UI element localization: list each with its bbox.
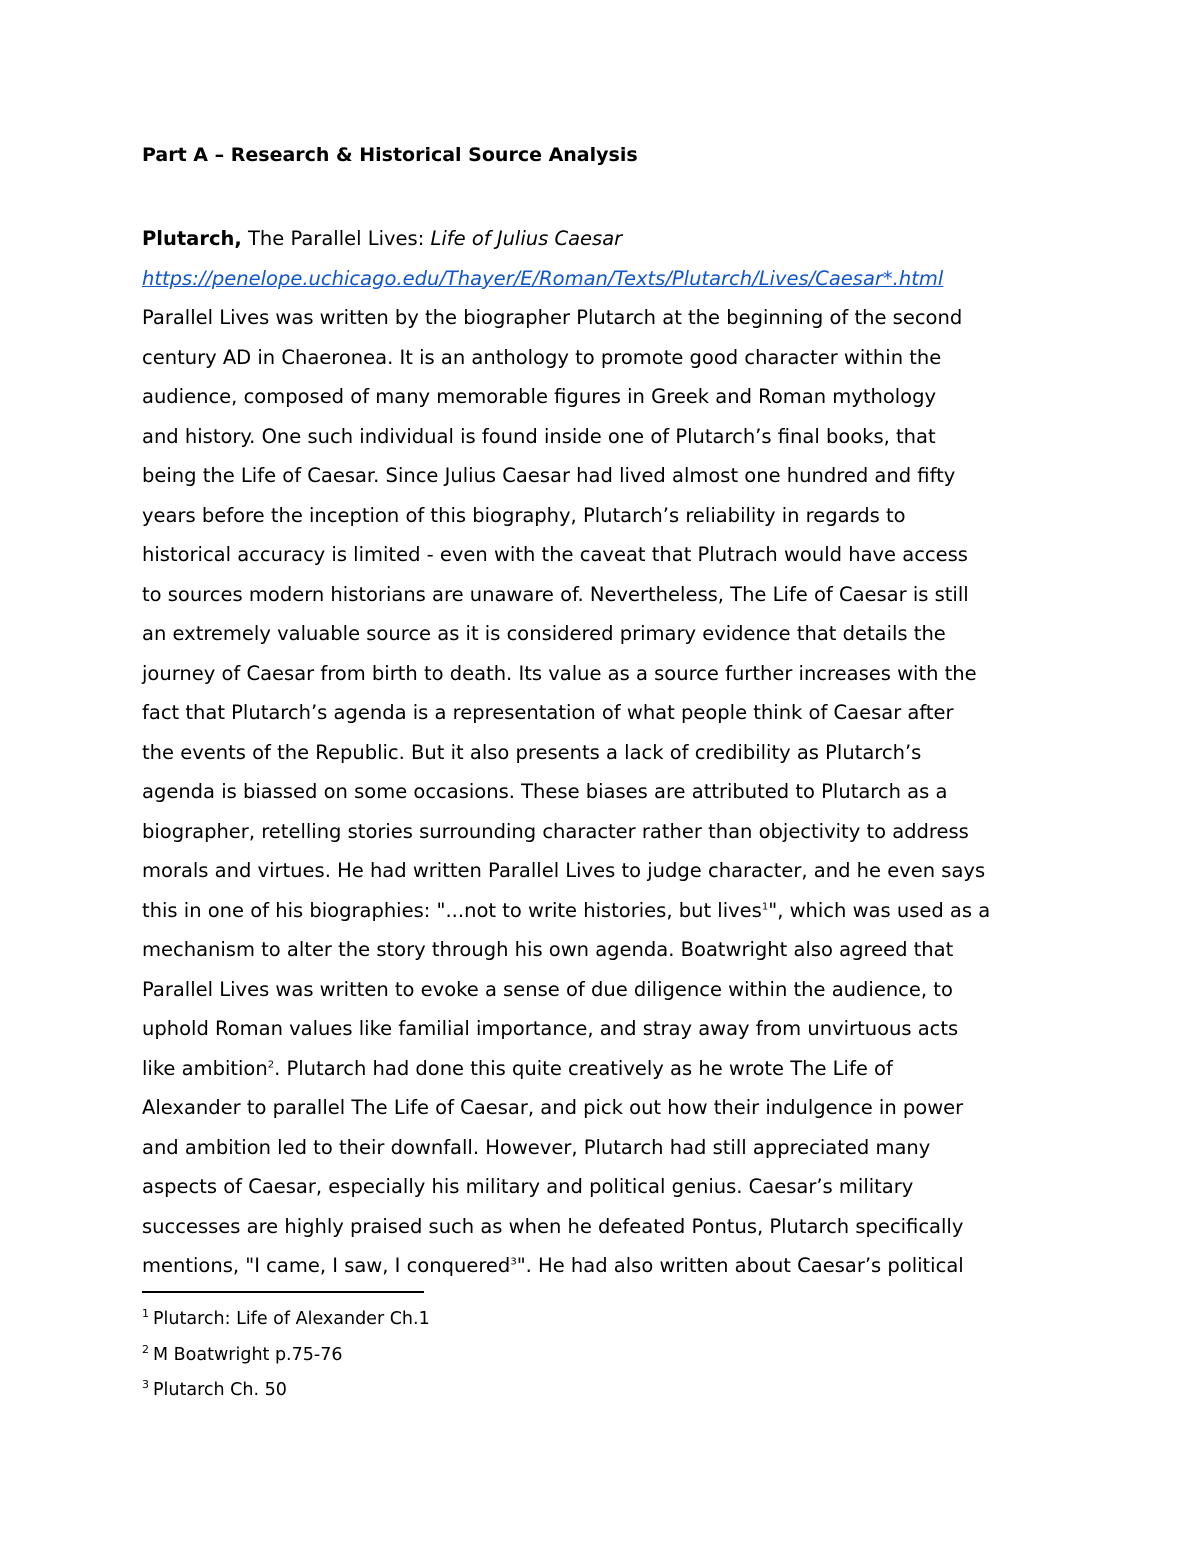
body-text: like ambition: [142, 1056, 268, 1080]
body-line: Parallel Lives was written to evoke a sense of due diligence within the audience, to: [142, 977, 953, 1001]
body-line-with-footnote-3: [142, 1246, 1062, 1286]
body-line: Alexander to parallel The Life of Caesar, and pick out how their indulgence in power: [142, 1096, 964, 1119]
citation-work-title: Life of Julius Caesar: [430, 227, 623, 250]
body-line: and history. One such individual is found inside one of Plutarch’s final books, that: [142, 424, 936, 448]
body-line: Parallel Lives was written by the biographer Plutarch at the beginning of the second: [142, 306, 963, 329]
body-line: the events of the Republic. But it also presents a lack of credibility as Plutarch’s: [142, 740, 922, 764]
footnote-3: [142, 1373, 430, 1409]
body-text: . Plutarch had done this quite creatively as he wrote The Life of: [274, 1056, 893, 1080]
body-line: historical accuracy is limited - even with the caveat that Plutrach would have access: [142, 543, 968, 566]
body-line: biographer, retelling stories surrounding character rather than objectivity to address: [142, 819, 969, 843]
body-line: uphold Roman values like familial importance, and stray away from unvirtuous acts: [142, 1017, 959, 1040]
body-line: morals and virtues. He had written Parallel Lives to judge character, and he even says: [142, 859, 986, 882]
body-text: ". He had also written about Caesar’s political: [516, 1254, 964, 1277]
footnotes: [142, 1302, 430, 1409]
body-line: century AD in Chaeronea. It is an anthology to promote good character within the: [142, 345, 942, 369]
body-line: fact that Plutarch’s agenda is a representation of what people think of Caesar after: [142, 701, 954, 724]
body-line: audience, composed of many memorable figures in Greek and Roman mythology: [142, 385, 937, 408]
footnote-text: Plutarch Ch. 50: [153, 1380, 287, 1400]
footnote-text: M Boatwright p.75-76: [153, 1344, 343, 1365]
citation-line: [142, 219, 1062, 259]
body-line: years before the inception of this biography, Plutarch’s reliability in regards to: [142, 503, 906, 527]
footnote-reference-2[interactable]: 2: [267, 1059, 275, 1070]
footnote-number: 1: [142, 1307, 149, 1321]
footnote-reference-3[interactable]: 3: [510, 1256, 517, 1268]
body-line: to sources modern historians are unaware of. Nevertheless, The Life of Caesar is still: [142, 582, 969, 606]
section-heading: Part A – Research & Historical Source Analysis: [142, 144, 638, 166]
body-line: mechanism to alter the story through his own agenda. Boatwright also agreed that: [142, 938, 954, 961]
source-analysis-body: [142, 219, 1062, 1286]
footnote-separator: [142, 1291, 424, 1293]
footnote-2: [142, 1338, 430, 1374]
body-text: ", which was used as a: [768, 898, 991, 922]
body-line: aspects of Caesar, especially his military and political genius. Caesar’s military: [142, 1175, 914, 1198]
body-line: an extremely valuable source as it is considered primary evidence that details the: [142, 622, 946, 645]
body-line: being the Life of Caesar. Since Julius Caesar had lived almost one hundred and fifty: [142, 464, 956, 487]
body-line: journey of Caesar from birth to death. Its value as a source further increases with the: [142, 661, 977, 685]
footnote-number: 2: [142, 1342, 149, 1356]
footnote-text: Plutarch: Life of Alexander Ch.1: [153, 1309, 430, 1329]
body-line: and ambition led to their downfall. However, Plutarch had still appreciated many: [142, 1135, 931, 1159]
footnote-reference-1[interactable]: 1: [761, 901, 769, 912]
footnote-number: 3: [142, 1378, 149, 1392]
citation-work-prefix: The Parallel Lives:: [241, 227, 431, 250]
source-link[interactable]: https://penelope.uchicago.edu/Thayer/E/Roman/Texts/Plutarch/Lives/Caesar*.html: [142, 266, 944, 290]
citation-author: Plutarch,: [142, 227, 242, 250]
body-text: mentions, "I came, I saw, I conquered: [142, 1254, 511, 1277]
body-text: this in one of his biographies: "...not to write histories, but lives: [142, 898, 762, 922]
footnote-1: [142, 1302, 430, 1338]
body-line: successes are highly praised such as when he defeated Pontus, Plutarch specifically: [142, 1214, 964, 1238]
body-line: agenda is biassed on some occasions. These biases are attributed to Plutarch as a: [142, 780, 948, 803]
citation-url-line: [142, 259, 1062, 299]
body-line-with-footnote-2: [142, 1049, 1062, 1089]
body-line-with-footnote-1: [142, 891, 1062, 931]
